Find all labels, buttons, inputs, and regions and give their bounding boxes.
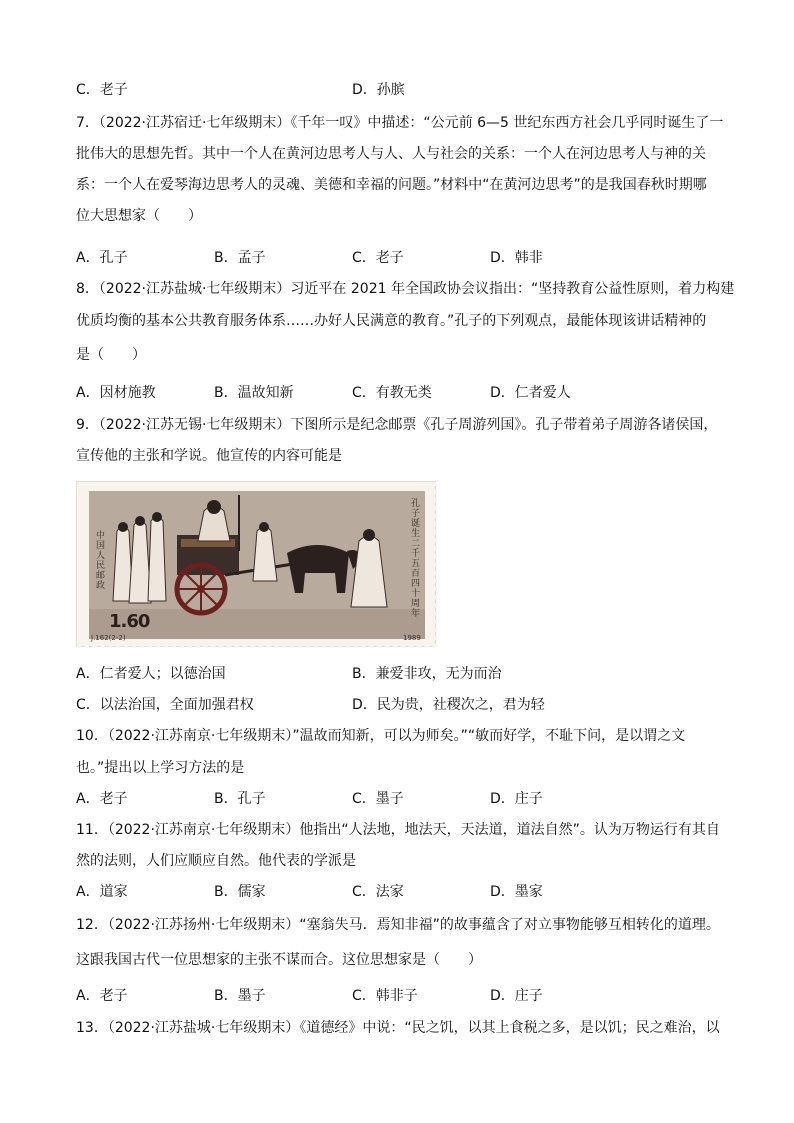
q12-stem-line-2: 这跟我国古代一位思想家的主张不谋而合。这位思想家是（ ） <box>76 952 482 968</box>
q8-option-d: D．仁者爱人 <box>490 385 571 401</box>
q8-stem-line-2: 优质均衡的基本公共教育服务体系……办好人民满意的教育。”孔子的下列观点，最能体现该讲话精神的 <box>76 313 707 329</box>
q12-option-d: D．庄子 <box>490 988 543 1004</box>
q7-option-a: A．孔子 <box>76 250 128 266</box>
q6-option-d: D．孙膑 <box>352 82 405 98</box>
q7-stem-line-3: 系：一个人在爱琴海边思考人的灵魂、美德和幸福的问题。”材料中“在黄河边思考”的是我国春秋时期哪 <box>76 177 707 193</box>
q9-option-b: B．兼爱非攻，无为而治 <box>352 666 502 682</box>
q10-option-c: C．墨子 <box>352 791 404 807</box>
q12-option-a: A．老子 <box>76 988 128 1004</box>
q9-option-d: D．民为贵，社稷次之，君为轻 <box>352 697 545 713</box>
confucius-stamp-image <box>76 481 436 647</box>
q7-option-d: D．韩非 <box>490 250 543 266</box>
q9-stem-line-2: 宣传他的主张和学说。他宣传的内容可能是 <box>76 448 342 464</box>
stamp-illustration <box>89 491 425 639</box>
q7-stem-line-4: 位大思想家（ ） <box>76 208 202 224</box>
q12-option-c: C．韩非子 <box>352 988 418 1004</box>
stamp-year: 1989 <box>403 634 421 642</box>
q8-stem-line-3: 是（ ） <box>76 347 146 363</box>
q9-option-c: C．以法治国，全面加强君权 <box>76 697 254 713</box>
q8-stem-line-1: 8．（2022·江苏盐城·七年级期末）习近平在 2021 年全国政协会议指出：“坚持教育公益性原则，着力构建 <box>76 281 735 297</box>
q12-stem-line-1: 12．（2022·江苏扬州·七年级期末）“塞翁失马．焉知非福”的故事蕴含了对立事物能够互相转化的道理。 <box>76 917 720 933</box>
q10-option-b: B．孔子 <box>214 791 266 807</box>
q11-option-b: B．儒家 <box>214 884 266 900</box>
q10-stem-line-2: 也。”提出以上学习方法的是 <box>76 760 245 776</box>
q10-stem-line-1: 10．（2022·江苏南京·七年级期末）”温故而知新，可以为师矣。”“敏而好学，不耻下问，是以谓之文 <box>76 728 686 744</box>
q10-option-d: D．庄子 <box>490 791 543 807</box>
q10-option-a: A．老子 <box>76 791 128 807</box>
stamp-caption: 孔子诞生二千五百四十周年 <box>411 499 421 619</box>
q11-stem-line-2: 然的法则，人们应顺应自然。他代表的学派是 <box>76 853 356 869</box>
stamp-country: 中国人民邮政 <box>96 531 106 591</box>
q9-stem-line-1: 9．（2022·江苏无锡·七年级期末）下图所示是纪念邮票《孔子周游列国》。孔子带着弟子周游各诸侯国， <box>76 417 718 433</box>
q11-option-d: D．墨家 <box>490 884 543 900</box>
q9-option-a: A．仁者爱人；以德治国 <box>76 666 226 682</box>
q8-option-b: B．温故知新 <box>214 385 294 401</box>
q13-stem-line-1: 13．（2022·江苏盐城·七年级期末）《道德经》中说：“民之饥，以其上食税之多，是以饥；民之难治，以 <box>76 1020 720 1036</box>
q6-option-c: C．老子 <box>76 82 128 98</box>
q11-option-c: C．法家 <box>352 884 404 900</box>
q8-option-a: A．因材施教 <box>76 385 156 401</box>
q11-option-a: A．道家 <box>76 884 128 900</box>
q7-stem-line-1: 7．（2022·江苏宿迁·七年级期末）《千年一叹》中描述：“公元前 6—5 世纪东西方社会几乎同时诞生了一 <box>76 115 724 131</box>
q7-stem-line-2: 批伟大的思想先哲。其中一个人在黄河边思考人与人、人与社会的关系：一个人在河边思考人与神的关 <box>76 146 706 162</box>
stamp-code: J.162(2-2) <box>91 634 126 642</box>
q12-option-b: B．墨子 <box>214 988 266 1004</box>
stamp-value: 1.60 <box>109 611 150 632</box>
q7-option-b: B．孟子 <box>214 250 266 266</box>
q7-option-c: C．老子 <box>352 250 404 266</box>
q11-stem-line-1: 11．（2022·江苏南京·七年级期末）他指出“人法地，地法天，天法道，道法自然”。认为万物运行有其自 <box>76 822 720 838</box>
q8-option-c: C．有教无类 <box>352 385 432 401</box>
